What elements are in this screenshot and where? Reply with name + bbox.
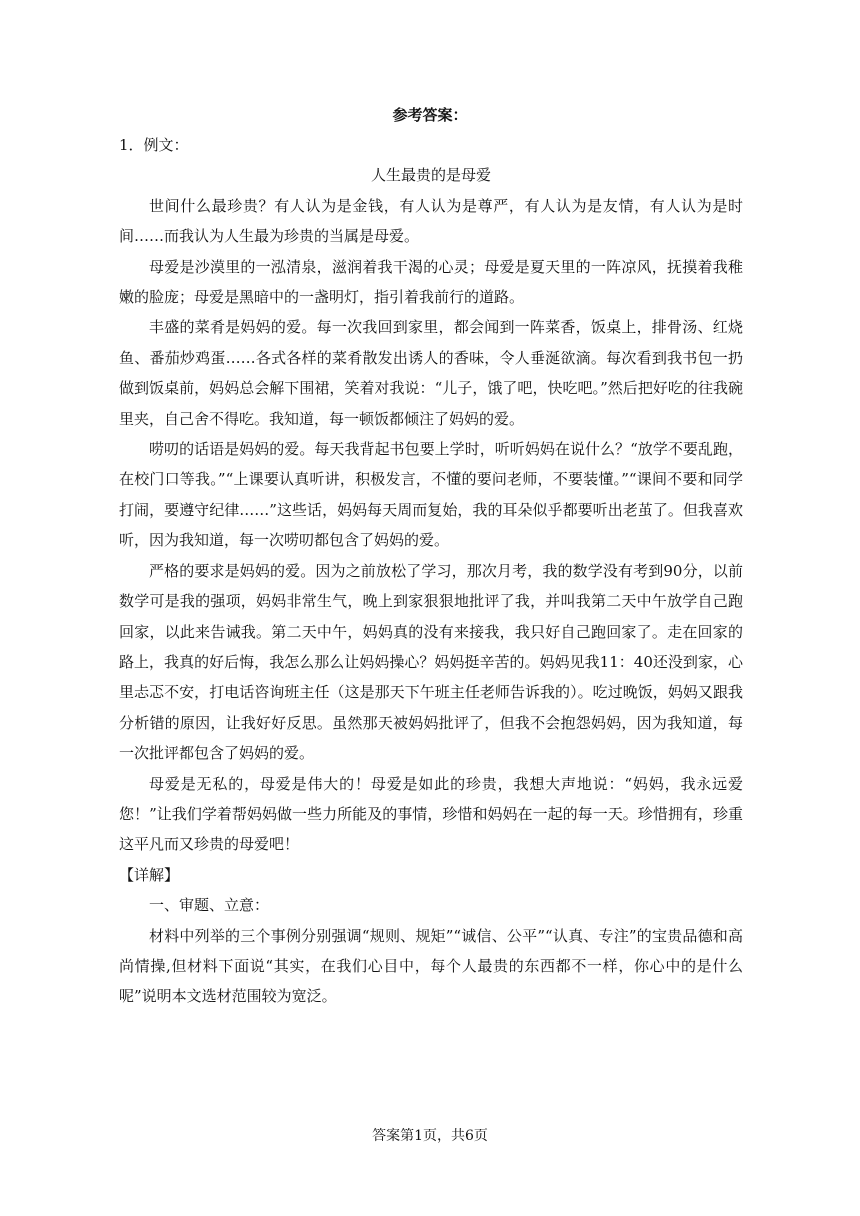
page-footer: 答案第1页，共6页	[372, 1128, 488, 1144]
essay-title: 人生最贵的是母爱	[370, 166, 491, 185]
essay-paragraph-3: 丰盛的菜肴是妈妈的爱。每一次我回到家里，都会闻到一阵菜香，饭桌上，排骨汤、红烧鱼、番茄炒鸡蛋……各式各样的菜肴散发出诱人的香味，令人垂涎欲滴。每次看到我书包一扔做到饭桌前，妈妈总会解下围裙，笑着对我说：“儿子，饿了吧，快吃吧。”然后把好吃的往我碗里夹，自己舍不得吃。我知道，每一顿饭都倾注了妈妈的爱。	[119, 318, 743, 428]
section-heading: 一、审题、立意：	[149, 896, 270, 915]
essay-paragraph-1: 世间什么最珍贵？有人认为是金钱，有人认为是尊严，有人认为是友情，有人认为是时间……而我认为人生最为珍贵的当属是母爱。	[119, 196, 743, 246]
essay-paragraph-4: 唠叨的话语是妈妈的爱。每天我背起书包要上学时，听听妈妈在说什么？“放学不要乱跑，在校门口等我。”“上课要认真听讲，积极发言，不懂的要问老师，不要装懂。”“课间不要和同学打闹，要遵守纪律……”这些话，妈妈每天周而复始，我的耳朵似乎都要听出老茧了。但我喜欢听，因为我知道，每一次唠叨都包含了妈妈的爱。	[119, 440, 743, 550]
answer-content	[119, 130, 743, 1012]
analysis-paragraph: 材料中列举的三个事例分别强调“规则、规矩”“诚信、公平”“认真、专注”的宝贵品德和高尚情操,但材料下面说“其实，在我们心目中，每个人最贵的东西都不一样，你心中的是什么呢”说明本文选材范围较为宽泛。	[119, 926, 743, 1006]
essay-paragraph-5: 严格的要求是妈妈的爱。因为之前放松了学习，那次月考，我的数学没有考到90分，以前数学可是我的强项，妈妈非常生气，晚上到家狠狠地批评了我，并叫我第二天中午放学自己跑回家，以此来告诫我。第二天中午，妈妈真的没有来接我，我只好自己跑回家了。走在回家的路上，我真的好后悔，我怎么那么让妈妈操心？妈妈挺辛苦的。妈妈见我11：40还没到家，心里忐忑不安，打电话咨询班主任（这是那天下午班主任老师告诉我的）。吃过晚饭，妈妈又跟我分析错的原因，让我好好反思。虽然那天被妈妈批评了，但我不会抱怨妈妈，因为我知道，每一次批评都包含了妈妈的爱。	[119, 561, 743, 763]
detail-label: 【详解】	[119, 865, 180, 884]
item-label: 1．例文：	[119, 136, 189, 154]
essay-paragraph-2: 母爱是沙漠里的一泓清泉，滋润着我干渴的心灵；母爱是夏天里的一阵凉风，抚摸着我稚嫩的脸庞；母爱是黑暗中的一盏明灯，指引着我前行的道路。	[119, 257, 743, 307]
page-heading: 参考答案：	[392, 106, 468, 124]
essay-paragraph-6: 母爱是无私的，母爱是伟大的！母爱是如此的珍贵，我想大声地说：“妈妈，我永远爱您！”让我们学着帮妈妈做一些力所能及的事情，珍惜和妈妈在一起的每一天。珍惜拥有，珍重这平凡而又珍贵的母爱吧！	[119, 774, 743, 854]
